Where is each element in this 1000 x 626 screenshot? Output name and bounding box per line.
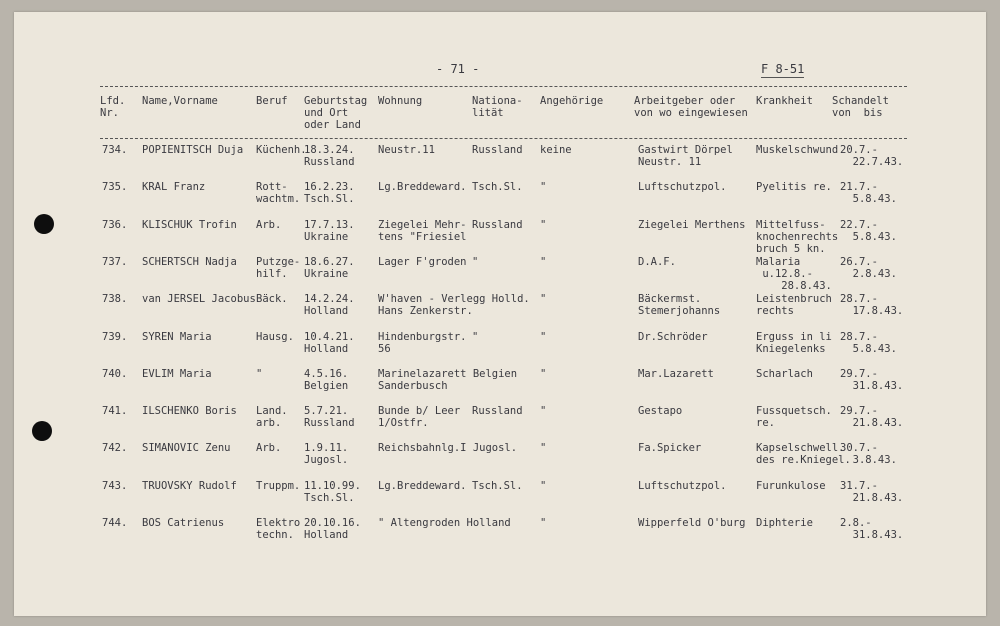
record-row [14, 144, 986, 182]
header-arbeitgeber: Arbeitgeber oder von wo eingewiesen [634, 95, 748, 119]
record-row [14, 442, 986, 480]
record-number: 738. [102, 293, 128, 306]
record-employer: Mar.Lazarett [638, 367, 714, 380]
record-employer: Wipperfeld O'burg [638, 517, 746, 529]
record-illness: Fussquetsch. re. [756, 405, 832, 430]
record-treatment-dates: 28.7.- 5.8.43. [840, 330, 897, 355]
record-name: SYREN Maria [142, 330, 212, 343]
record-number: 735. [102, 181, 128, 194]
record-relatives: " [540, 405, 547, 418]
record-illness: Scharlach [756, 367, 813, 380]
record-row [14, 368, 986, 406]
record-illness: Malaria u.12.8.- 28.8.43. [756, 255, 832, 292]
record-relatives: " [540, 442, 547, 455]
record-name: ILSCHENKO Boris [142, 405, 237, 418]
record-treatment-dates: 29.7.- 21.8.43. [840, 405, 904, 430]
record-occupation: Arb. [256, 442, 282, 455]
record-number: 740. [102, 367, 128, 380]
record-employer: Luftschutzpol. [638, 479, 727, 492]
header-lfd: Lfd. Nr. [100, 95, 126, 119]
record-name: KRAL Franz [142, 181, 206, 194]
record-illness: Furunkulose [756, 479, 826, 492]
record-treatment-dates: 30.7.- 3.8.43. [840, 442, 897, 467]
record-birth: 20.10.16. Holland [304, 517, 361, 541]
record-treatment-dates: 22.7.- 5.8.43. [840, 218, 897, 243]
record-nationality: " [472, 255, 479, 268]
record-nationality: Russland [472, 405, 523, 418]
record-name: KLISCHUK Trofin [142, 218, 237, 231]
header-nation: Nationa- lität [472, 95, 523, 119]
record-birth: 18.3.24. Russland [304, 144, 355, 168]
record-birth: 10.4.21. Holland [304, 330, 355, 355]
record-number: 742. [102, 442, 128, 455]
record-number: 741. [102, 405, 128, 418]
record-row [14, 219, 986, 257]
record-number: 744. [102, 517, 128, 529]
record-row [14, 293, 986, 331]
record-name: SCHERTSCH Nadja [142, 255, 237, 268]
header-rule-bottom [100, 138, 907, 139]
record-name: van JERSEL Jacobus [142, 293, 256, 306]
record-relatives: " [540, 218, 547, 231]
header-schandelt: Schandelt von bis [832, 95, 889, 119]
record-residence: Lg.Breddeward. [378, 479, 467, 492]
record-nationality: Tsch.Sl. [472, 479, 523, 492]
record-residence: W'haven - Verlegg Holld. Hans Zenkerstr. [378, 293, 530, 318]
record-name: POPIENITSCH Duja [142, 144, 244, 156]
record-number: 737. [102, 255, 128, 268]
record-illness: Pyelitis re. [756, 181, 832, 194]
record-name: BOS Catrienus [142, 517, 225, 529]
record-illness: Mittelfuss- knochenrechts bruch 5 kn. [756, 218, 839, 255]
record-birth: 1.9.11. Jugosl. [304, 442, 349, 467]
record-employer: Gestapo [638, 405, 683, 418]
record-row [14, 405, 986, 443]
record-occupation: " [256, 367, 263, 380]
record-residence: " Altengroden Holland [378, 517, 511, 529]
record-nationality: Russland [472, 218, 523, 231]
record-number: 734. [102, 144, 128, 156]
header-rule-top [100, 86, 907, 87]
record-employer: Dr.Schröder [638, 330, 708, 343]
record-occupation: Bäck. [256, 293, 288, 306]
document-page [14, 12, 986, 616]
record-birth: 18.6.27. Ukraine [304, 255, 355, 280]
record-illness: Muskelschwund [756, 144, 839, 156]
record-relatives: " [540, 181, 547, 194]
record-number: 743. [102, 479, 128, 492]
record-treatment-dates: 2.8.- 31.8.43. [840, 517, 904, 541]
record-residence: Lg.Breddeward. [378, 181, 467, 194]
record-name: SIMANOVIC Zenu [142, 442, 231, 455]
record-occupation: Truppm. [256, 479, 301, 492]
record-birth: 17.7.13. Ukraine [304, 218, 355, 243]
record-treatment-dates: 28.7.- 17.8.43. [840, 293, 904, 318]
record-birth: 4.5.16. Belgien [304, 367, 349, 392]
record-residence: Hindenburgstr. 56 [378, 330, 467, 355]
record-relatives: " [540, 367, 547, 380]
record-treatment-dates: 31.7.- 21.8.43. [840, 479, 904, 504]
record-birth: 5.7.21. Russland [304, 405, 355, 430]
record-residence: Bunde b/ Leer 1/Ostfr. [378, 405, 461, 430]
record-name: TRUOVSKY Rudolf [142, 479, 237, 492]
record-occupation: Hausg. [256, 330, 294, 343]
reference-number: F 8-51 [761, 62, 805, 76]
record-treatment-dates: 29.7.- 31.8.43. [840, 367, 904, 392]
record-birth: 11.10.99. Tsch.Sl. [304, 479, 361, 504]
header-angehoerige: Angehörige [540, 95, 604, 107]
record-occupation: Elektro techn. [256, 517, 301, 541]
record-nationality: Russland [472, 144, 523, 156]
record-residence: Ziegelei Mehr- tens "Friesiel [378, 218, 467, 243]
record-occupation: Land. arb. [256, 405, 288, 430]
record-number: 739. [102, 330, 128, 343]
record-occupation: Arb. [256, 218, 282, 231]
record-employer: Bäckermst. Stemerjohanns [638, 293, 721, 318]
record-employer: Ziegelei Merthens [638, 218, 746, 231]
record-employer: Gastwirt Dörpel Neustr. 11 [638, 144, 733, 168]
record-number: 736. [102, 218, 128, 231]
record-employer: Luftschutzpol. [638, 181, 727, 194]
record-occupation: Putzge- hilf. [256, 255, 301, 280]
record-row [14, 517, 986, 555]
record-row [14, 256, 986, 294]
record-occupation: Rott- wachtm. [256, 181, 301, 206]
record-row [14, 331, 986, 369]
record-nationality: Tsch.Sl. [472, 181, 523, 194]
record-relatives: " [540, 330, 547, 343]
record-name: EVLIM Maria [142, 367, 212, 380]
record-employer: Fa.Spicker [638, 442, 702, 455]
header-geburt: Geburtstag und Ort oder Land [304, 95, 368, 131]
header-name: Name,Vorname [142, 95, 218, 107]
record-relatives: " [540, 255, 547, 268]
record-residence: Lager F'groden [378, 255, 467, 268]
record-birth: 14.2.24. Holland [304, 293, 355, 318]
record-birth: 16.2.23. Tsch.Sl. [304, 181, 355, 206]
record-illness: Kapselschwell. des re.Kniegel. [756, 442, 851, 467]
record-residence: Marinelazarett Belgien Sanderbusch [378, 367, 518, 392]
record-relatives: " [540, 293, 547, 306]
record-illness: Leistenbruch rechts [756, 293, 832, 318]
record-occupation: Küchenh. [256, 144, 307, 156]
record-relatives: keine [540, 144, 572, 156]
record-relatives: " [540, 479, 547, 492]
record-treatment-dates: 20.7.- 22.7.43. [840, 144, 904, 168]
header-beruf: Beruf [256, 95, 288, 107]
record-row [14, 480, 986, 518]
page-number: - 71 - [436, 62, 480, 76]
record-relatives: " [540, 517, 547, 529]
header-krankheit: Krankheit [756, 95, 813, 107]
header-wohnung: Wohnung [378, 95, 423, 107]
record-treatment-dates: 21.7.- 5.8.43. [840, 181, 897, 206]
record-residence: Reichsbahnlg.I Jugosl. [378, 442, 518, 455]
record-illness: Erguss in li Kniegelenks [756, 330, 832, 355]
record-nationality: " [472, 330, 479, 343]
record-treatment-dates: 26.7.- 2.8.43. [840, 255, 897, 280]
record-illness: Diphterie [756, 517, 813, 529]
record-row [14, 181, 986, 219]
record-employer: D.A.F. [638, 255, 676, 268]
record-residence: Neustr.11 [378, 144, 435, 156]
